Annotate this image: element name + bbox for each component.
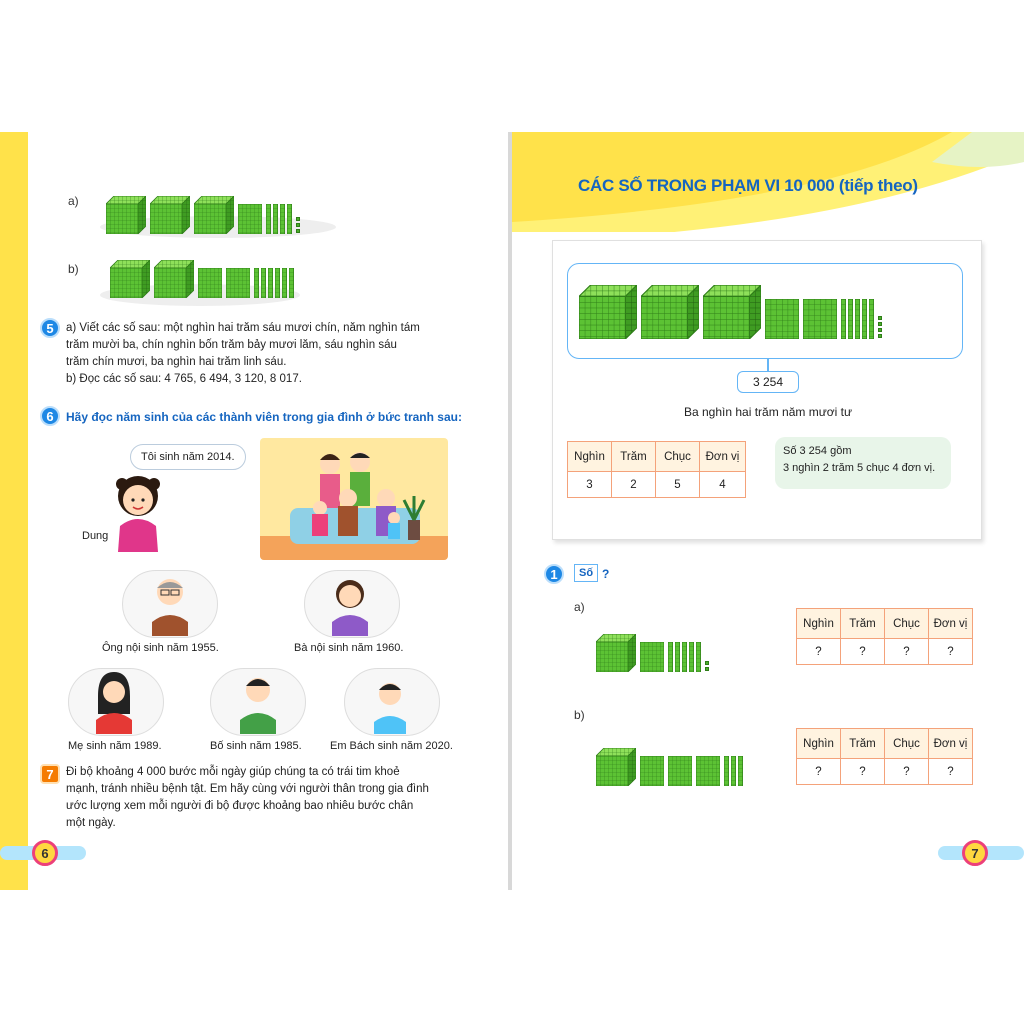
ex1-a-table	[796, 608, 973, 665]
item-b-label: b)	[68, 262, 79, 276]
header-tens: Chục	[885, 609, 929, 639]
thousand-cube	[579, 285, 637, 339]
family-illustration	[290, 448, 430, 558]
text-line: trăm mười ba, chín nghìn bốn trăm bảy mươi lăm, sáu nghìn sáu	[66, 339, 397, 351]
ten-rod	[841, 299, 846, 339]
text-line: ước lượng xem mỗi người đi bộ được khoảng bao nhiêu bước chân	[66, 800, 414, 812]
text-line: một ngày.	[66, 817, 116, 829]
right-page	[512, 132, 1024, 890]
ten-rod	[282, 268, 287, 298]
blocks-a	[106, 196, 300, 234]
header-thousands: Nghìn	[797, 729, 841, 759]
em-bach-illustration	[370, 674, 410, 734]
header-units: Đơn vị	[700, 442, 746, 472]
text-line: Đi bộ khoảng 4 000 bước mỗi ngày giúp chúng ta có trái tim khoẻ	[66, 766, 400, 778]
text-line: b) Đọc các số sau: 4 765, 6 494, 3 120, 8 017.	[66, 373, 302, 385]
ten-rod	[869, 299, 874, 339]
left-page	[0, 132, 508, 890]
so-label-box: Số	[574, 564, 598, 582]
hundred-flat	[696, 756, 720, 786]
text-line: mạnh, tránh nhiều bệnh tật. Em hãy cùng với người thân trong gia đình	[66, 783, 429, 795]
thousand-cube	[703, 285, 761, 339]
thousand-cube	[596, 634, 636, 672]
thousand-cube	[194, 196, 234, 234]
speech-bubble: Tôi sinh năm 2014.	[130, 444, 246, 470]
header-thousands: Nghìn	[568, 442, 612, 472]
ten-rod	[275, 268, 280, 298]
answer-cell[interactable]: ?	[797, 639, 841, 665]
blocks-b	[110, 260, 294, 298]
note-box	[775, 437, 951, 489]
ten-rod	[266, 204, 271, 234]
header-hundreds: Trăm	[612, 442, 656, 472]
answer-cell[interactable]: ?	[841, 639, 885, 665]
exercise-1-badge: 1	[544, 564, 564, 584]
hundred-flat	[238, 204, 262, 234]
thousand-cube	[150, 196, 190, 234]
grandfather-illustration	[148, 574, 192, 636]
ten-rod	[675, 642, 680, 672]
connector-line	[767, 359, 769, 371]
answer-cell[interactable]: ?	[929, 639, 973, 665]
hundred-flat	[668, 756, 692, 786]
text-line: a) Viết các số sau: một nghìn hai trăm sáu mươi chín, năm nghìn tám	[66, 322, 420, 334]
exercise-5-text	[66, 320, 486, 388]
header-hundreds: Trăm	[841, 609, 885, 639]
dung-illustration	[112, 472, 164, 556]
left-yellow-margin	[0, 132, 28, 890]
ten-rod	[862, 299, 867, 339]
ten-rod	[682, 642, 687, 672]
number-reading: Ba nghìn hai trăm năm mươi tư	[684, 405, 852, 419]
value-units: 4	[700, 472, 746, 498]
hundred-flat	[640, 756, 664, 786]
thousand-cube	[596, 748, 636, 786]
header-tens: Chục	[656, 442, 700, 472]
ex1-b-blocks	[596, 748, 743, 786]
hundred-flat	[198, 268, 222, 298]
answer-cell[interactable]: ?	[885, 759, 929, 785]
exercise-7-text	[66, 764, 486, 832]
answer-cell[interactable]: ?	[797, 759, 841, 785]
thousand-cube	[106, 196, 146, 234]
mother-illustration	[92, 670, 136, 734]
page-title: CÁC SỐ TRONG PHẠM VI 10 000 (tiếp theo)	[578, 176, 918, 195]
exercise-5-badge: 5	[40, 318, 60, 338]
ex1-a-label: a)	[574, 600, 585, 614]
ex1-b-table	[796, 728, 973, 785]
value-tens: 5	[656, 472, 700, 498]
ex1-a-blocks	[596, 634, 709, 672]
note-line: 3 nghìn 2 trăm 5 chục 4 đơn vị.	[783, 462, 936, 474]
ten-rod	[689, 642, 694, 672]
ten-rod	[724, 756, 729, 786]
thousand-cube	[154, 260, 194, 298]
em-bach-caption: Em Bách sinh năm 2020.	[330, 740, 453, 752]
hundred-flat	[226, 268, 250, 298]
header-tens: Chục	[885, 729, 929, 759]
page-number: 6	[32, 840, 58, 866]
item-a-label: a)	[68, 194, 79, 208]
ten-rod	[289, 268, 294, 298]
grandmother-illustration	[328, 574, 372, 636]
family-picture	[260, 438, 448, 560]
exercise-6-title: Hãy đọc năm sinh của các thành viên trong gia đình ở bức tranh sau:	[66, 410, 462, 424]
ten-rod	[731, 756, 736, 786]
header-units: Đơn vị	[929, 729, 973, 759]
text-line: trăm chín mươi, ba nghìn hai trăm linh sáu.	[66, 356, 287, 368]
dung-caption: Dung	[82, 530, 109, 542]
unit-cubes	[296, 216, 300, 234]
exercise-6-badge: 6	[40, 406, 60, 426]
blocks-3254	[579, 285, 882, 339]
ex1-b-label: b)	[574, 708, 585, 722]
note-line: Số 3 254 gồm	[783, 445, 852, 457]
value-thousands: 3	[568, 472, 612, 498]
ten-rod	[855, 299, 860, 339]
unit-cubes	[878, 315, 882, 339]
bo-caption: Bố sinh năm 1985.	[210, 740, 302, 752]
answer-cell[interactable]: ?	[885, 639, 929, 665]
hundred-flat	[640, 642, 664, 672]
hundred-flat	[765, 299, 799, 339]
value-hundreds: 2	[612, 472, 656, 498]
answer-cell[interactable]: ?	[841, 759, 885, 785]
question-mark: ?	[602, 567, 610, 581]
header-hundreds: Trăm	[841, 729, 885, 759]
ong-noi-caption: Ông nội sinh năm 1955.	[102, 642, 219, 654]
ten-rod	[287, 204, 292, 234]
concept-box	[552, 240, 982, 540]
place-value-table	[567, 441, 746, 498]
ten-rod	[668, 642, 673, 672]
ten-rod	[848, 299, 853, 339]
ba-noi-caption: Bà nội sinh năm 1960.	[294, 642, 404, 654]
ten-rod	[738, 756, 743, 786]
ten-rod	[261, 268, 266, 298]
number-value-box: 3 254	[737, 371, 799, 393]
thousand-cube	[641, 285, 699, 339]
ten-rod	[254, 268, 259, 298]
ten-rod	[696, 642, 701, 672]
unit-cubes	[705, 660, 709, 672]
ten-rod	[273, 204, 278, 234]
header-units: Đơn vị	[929, 609, 973, 639]
father-illustration	[236, 670, 280, 734]
me-caption: Mẹ sinh năm 1989.	[68, 740, 162, 752]
ten-rod	[268, 268, 273, 298]
exercise-7-badge: 7	[40, 764, 60, 784]
ten-rod	[280, 204, 285, 234]
page-number: 7	[962, 840, 988, 866]
hundred-flat	[803, 299, 837, 339]
header-thousands: Nghìn	[797, 609, 841, 639]
thousand-cube	[110, 260, 150, 298]
answer-cell[interactable]: ?	[929, 759, 973, 785]
